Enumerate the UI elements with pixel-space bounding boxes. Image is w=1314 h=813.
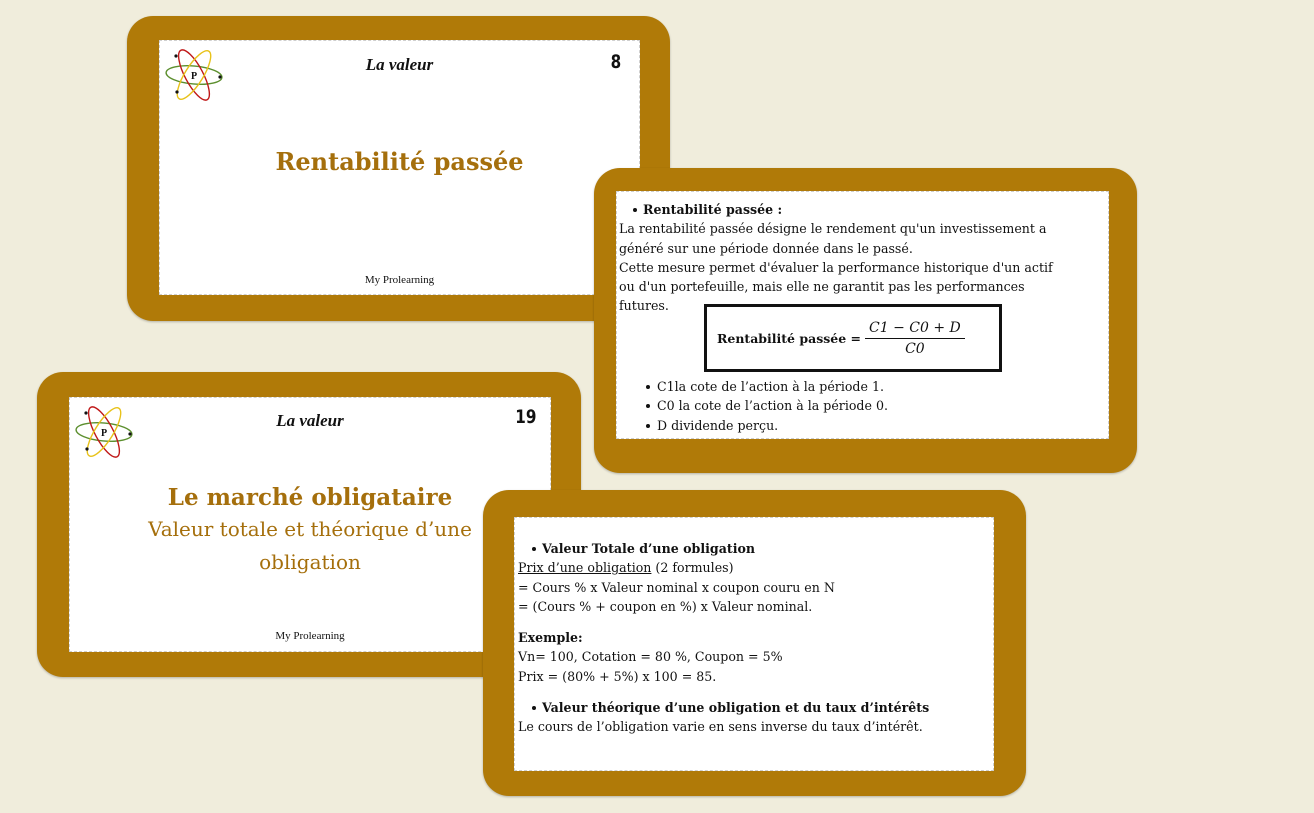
slide-subtitle-line2: obligation (259, 550, 361, 574)
conclusion-line: Le cours de l’obligation varie en sens inverse du taux d’intérêt. (518, 719, 923, 735)
slide-number: 19 (514, 406, 536, 428)
bullet-icon (532, 706, 536, 710)
slide-title: Rentabilité passée (275, 147, 524, 176)
variable-list (643, 377, 1093, 435)
example-label: Exemple: (518, 630, 583, 646)
example-line: Vn= 100, Cotation = 80 %, Coupon = 5% (518, 649, 783, 665)
detail-card-obligation[interactable] (483, 490, 1026, 796)
slide-content (69, 397, 551, 652)
bullet-icon (633, 208, 637, 212)
detail-content (514, 517, 994, 771)
list-item: D dividende perçu. (643, 416, 1093, 435)
svg-text:P: P (100, 428, 108, 439)
paragraph-line: généré sur une période donnée dans le passé. (619, 240, 913, 256)
slide-footer: My Prolearning (364, 274, 435, 286)
price-label-line: Prix d’une obligation (2 formules) (518, 560, 734, 576)
svg-text:P: P (190, 71, 198, 82)
paragraph-line: ou d'un portefeuille, mais elle ne garantit pas les performances (619, 279, 1025, 295)
slide-heading: La valeur (365, 55, 434, 74)
paragraph-line: Cette mesure permet d'évaluer la performance historique d'un actif (619, 259, 1053, 275)
formula-label: Rentabilité passée = (717, 330, 862, 346)
formula-line: = Cours % x Valeur nominal x coupon couru en N (518, 579, 835, 595)
list-item: C1la cote de l’action à la période 1. (643, 377, 1093, 396)
formula-box (704, 304, 1002, 372)
formula-fraction (865, 320, 965, 357)
paragraph-line: La rentabilité passée désigne le rendement qu'un investissement a (619, 221, 1047, 237)
list-item: C0 la cote de l’action à la période 0. (643, 396, 1093, 415)
formula-denominator: C0 (905, 340, 925, 357)
example-line: Prix = (80% + 5%) x 100 = 85. (518, 668, 717, 684)
formula-numerator: C1 − C0 + D (865, 320, 965, 339)
slide-subtitle-line1: Valeur totale et théorique d’une (148, 517, 472, 541)
section-heading: Valeur Totale d’une obligation (518, 539, 990, 558)
slide-title: Le marché obligataire (167, 484, 453, 511)
slide-content (159, 40, 640, 295)
atom-logo-icon (163, 44, 225, 106)
bullet-icon (532, 547, 536, 551)
slide-number: 8 (610, 51, 621, 73)
paragraph-line: futures. (619, 298, 669, 314)
formula-line: = (Cours % + coupon en %) x Valeur nominal. (518, 598, 813, 614)
section-heading: Valeur théorique d’une obligation et du taux d’intérêts (518, 698, 990, 717)
slide-card-8[interactable] (127, 16, 670, 321)
slide-heading: La valeur (276, 411, 344, 430)
section-heading: Rentabilité passée : (619, 200, 1104, 219)
slide-footer: My Prolearning (275, 630, 345, 642)
detail-content (616, 191, 1109, 439)
detail-card-rentabilite[interactable] (594, 168, 1137, 473)
